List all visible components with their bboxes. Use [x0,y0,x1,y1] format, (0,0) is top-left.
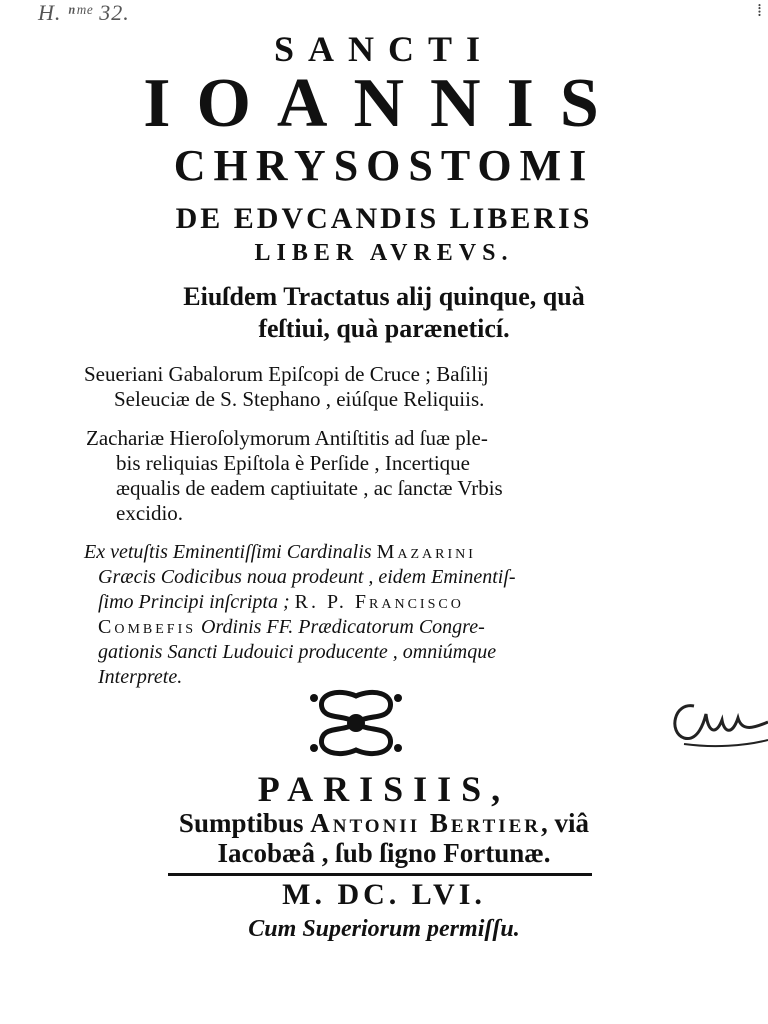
mazarini-paragraph [84,540,684,690]
mazarini-line-4-text: Ordinis FF. Prædicatorum Congre- [196,616,485,638]
title-de-educandis: DE EDVCANDIS LIBERIS [175,202,593,235]
zachariae-line-1: Zachariæ Hieroſolymorum Antiſtitis ad ſuæ ple- [86,426,488,450]
printer-name: Antonii Bertier [310,808,542,838]
mazarini-line-1-text: Ex vetuſtis Eminentiſſimi Cardinalis [84,541,377,563]
mazarini-line-6: Interprete. [98,666,183,688]
zachariae-paragraph [86,426,676,526]
handwritten-signature-icon [664,692,768,756]
subtitle-line-1: Eiuſdem Tractatus alij quinque, quà [183,282,585,311]
mazarini-line-4 [84,615,684,640]
severiani-line-2: Seleuciæ de S. Stephano , eiúſque Reliquiis. [114,387,485,411]
imprint-line-3: Iacobæâ , ſub ſigno Fortunæ. [217,838,551,868]
mazarini-name: Mazarini [376,541,476,563]
severiani-paragraph [84,362,664,412]
imprint-city: PARISIIS, [257,769,511,809]
combefis-name: Combefis [98,616,197,638]
mazarini-line-5: gationis Sancti Ludouici producente , omniúmque [98,641,497,663]
zachariae-line-4: excidio. [116,501,184,525]
imprint-permission: Cum Superiorum permiſſu. [248,916,520,942]
title-ioannis: IOANNIS [143,65,625,142]
francisco-name: R. P. Francisco [294,591,464,613]
severiani-line-1: Seueriani Gabalorum Epiſcopi de Cruce ; Baſilij [84,362,489,386]
title-chrysostomi: CHRYSOSTOMI [173,141,595,190]
title-liber-aureus: LIBER AVREVS. [254,240,514,266]
mazarini-line-2: Græcis Codicibus noua prodeunt , eidem Eminentiſ- [98,566,516,588]
corner-mark: ⁞ [756,0,762,20]
imprint-year: M. DC. LVI. [282,878,486,911]
zachariae-line-2: bis reliquias Epiſtola è Perſide , Incertique [116,451,470,475]
shelfmark-annotation: H. ⁿᵐᵉ 32. [38,0,130,25]
mazarini-line-1 [84,540,684,565]
imprint-sumptibus: Sumptibus [178,808,311,838]
zachariae-line-3: æqualis de eadem captiuitate , ac ſanctæ Vrbis [116,476,503,500]
imprint-line-2 [0,808,768,839]
printer-ornament-icon [308,688,404,758]
mazarini-line-3 [84,590,684,615]
subtitle-line-2: feſtiui, quà paræneticí. [258,314,510,343]
title-sancti: SANCTI [273,29,495,69]
imprint-via: , viâ [541,808,590,838]
mazarini-line-3-text: ſimo Principi inſcripta ; [98,591,295,613]
imprint-rule [168,873,592,876]
